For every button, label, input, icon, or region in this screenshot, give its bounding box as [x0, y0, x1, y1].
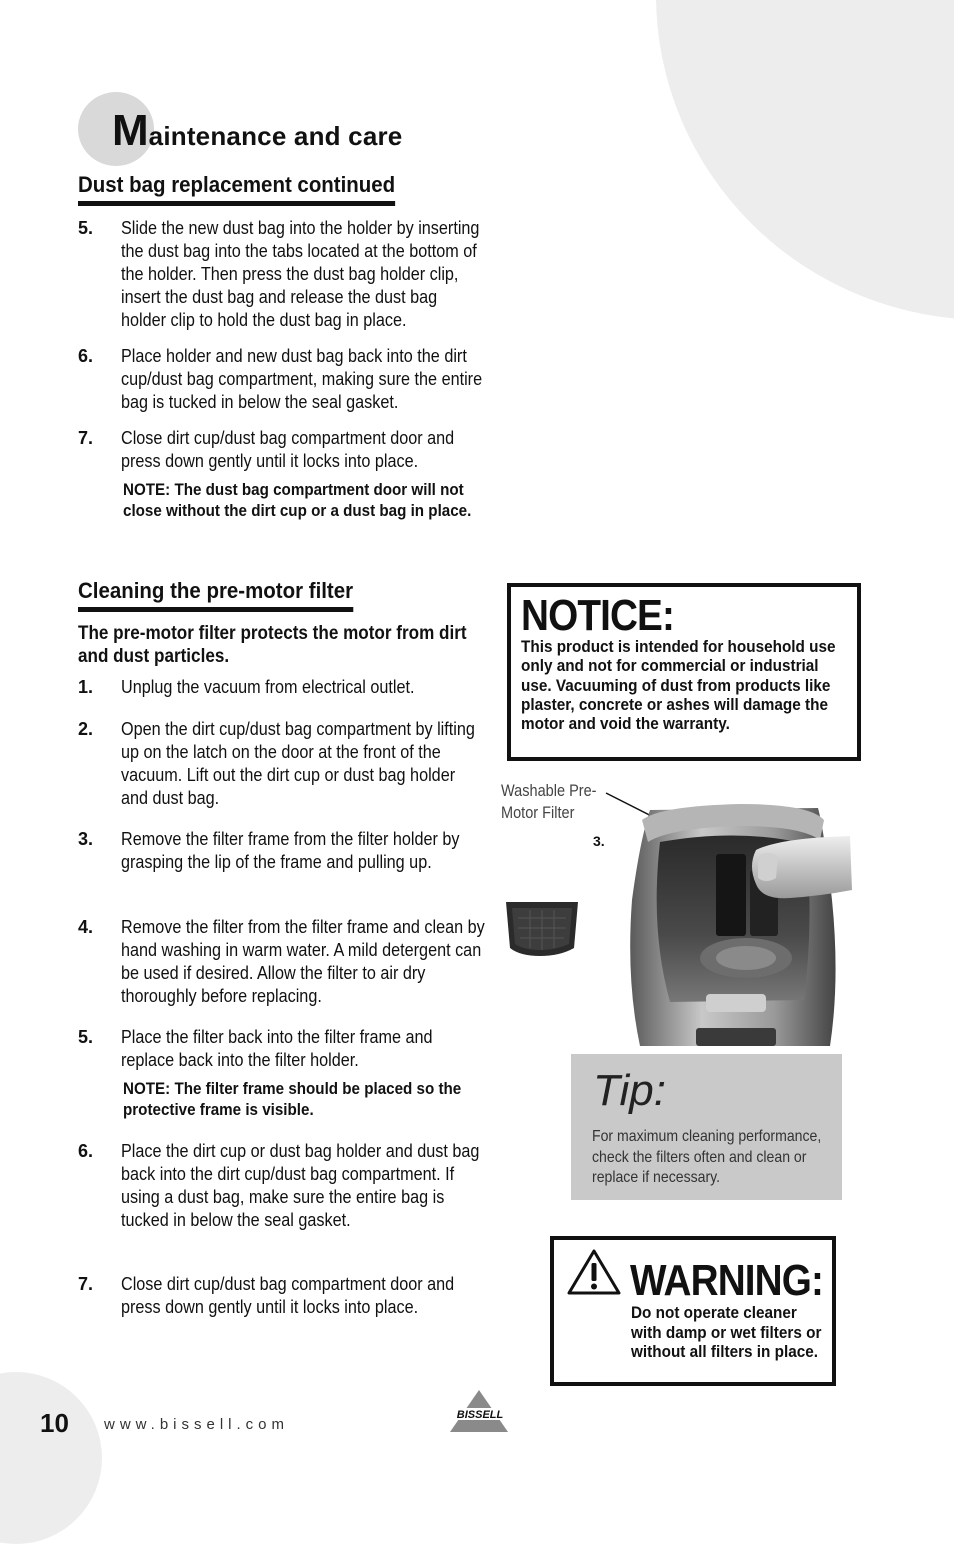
step-number: 2.	[78, 719, 94, 739]
step-text: Place holder and new dust bag back into the dirt cup/dust bag compartment, making sure the entire bag is tucked in below the seal gasket.	[121, 346, 483, 412]
warning-triangle-icon	[566, 1248, 622, 1296]
vacuum-filter-illustration	[500, 780, 860, 1050]
logo-wordmark: BISSELL	[456, 1409, 504, 1421]
filter-step-5	[78, 1026, 488, 1072]
warning-body: Do not operate cleaner with damp or wet filters or without all filters in place.	[631, 1303, 822, 1361]
filter-step-3	[78, 828, 488, 874]
step-text: Open the dirt cup/dust bag compartment by lifting up on the latch on the door at the front of the vacuum. Lift out the dirt cup or dust bag holder and dust bag.	[121, 719, 475, 808]
page-number-decoration	[0, 1372, 102, 1544]
step-number: 6.	[78, 1141, 94, 1161]
corner-decoration	[656, 0, 954, 320]
step-number: 7.	[78, 428, 94, 448]
tip-body: For maximum cleaning performance, check the filters often and clean or replace if necessary.	[592, 1128, 822, 1186]
figure-step-label: 3.	[593, 833, 605, 849]
caption-line-1: Washable Pre-	[501, 782, 597, 800]
title-rest: aintenance and care	[148, 121, 403, 151]
step-text: Close dirt cup/dust bag compartment door and press down gently until it locks into place.	[121, 428, 455, 471]
filter-step-4	[78, 916, 488, 1008]
step-text: Remove the filter from the filter frame and clean by hand washing in warm water. A mild detergent can be used if desired. Allow the filter to air dry thoroughly before replacing.	[121, 917, 485, 1006]
step-number: 5.	[78, 1027, 94, 1047]
filter-step-7	[78, 1273, 488, 1319]
step-number: 4.	[78, 917, 94, 937]
bissell-logo-icon	[446, 1388, 512, 1434]
filter-note: NOTE: The filter frame should be placed so the protective frame is visible.	[123, 1080, 462, 1119]
tip-box	[571, 1054, 842, 1200]
filter-step-2	[78, 718, 488, 810]
dust-bag-step-6	[78, 345, 488, 414]
page-number: 10	[40, 1408, 69, 1438]
notice-title: NOTICE:	[521, 591, 675, 640]
title-initial: M	[112, 106, 149, 155]
step-text: Slide the new dust bag into the holder by inserting the dust bag into the tabs located at the bottom of the holder. Then press the dust bag holder clip, insert the dust bag and release the dust bag holder clip to hold the dust bag in place.	[121, 218, 480, 330]
filter-step-6	[78, 1140, 488, 1232]
step-number: 1.	[78, 677, 94, 697]
filter-step-1	[78, 676, 488, 699]
filter-lead: The pre-motor filter protects the motor from dirt and dust particles.	[78, 623, 467, 667]
dust-bag-note: NOTE: The dust bag compartment door will not close without the dirt cup or a dust bag in place.	[123, 481, 472, 520]
caption-line-2: Motor Filter	[501, 804, 575, 822]
warning-title: WARNING:	[630, 1256, 823, 1305]
step-text: Remove the filter frame from the filter holder by grasping the lip of the frame and pulling up.	[121, 829, 460, 872]
dust-bag-step-5	[78, 217, 488, 332]
tip-title: Tip:	[593, 1066, 666, 1115]
page-title	[112, 106, 402, 156]
notice-body: This product is intended for household use only and not for commercial or industrial use. Vacuuming of dust from products like plaster, concrete or ashes will damage the motor and void the warranty.	[521, 637, 836, 734]
step-number: 5.	[78, 218, 94, 238]
dust-bag-step-7	[78, 427, 488, 473]
step-text: Place the dirt cup or dust bag holder and dust bag back into the dirt cup/dust bag compartment. If using a dust bag, make sure the entire bag is tucked in below the seal gasket.	[121, 1141, 480, 1230]
step-text: Close dirt cup/dust bag compartment door and press down gently until it locks into place.	[121, 1274, 455, 1317]
step-text: Unplug the vacuum from electrical outlet.	[121, 677, 415, 697]
notice-box	[507, 583, 861, 761]
warning-box	[550, 1236, 836, 1386]
step-text: Place the filter back into the filter frame and replace back into the filter holder.	[121, 1027, 433, 1070]
step-number: 7.	[78, 1274, 94, 1294]
step-number: 6.	[78, 346, 94, 366]
dust-bag-heading: Dust bag replacement continued	[78, 172, 395, 206]
filter-heading: Cleaning the pre-motor filter	[78, 578, 353, 612]
website-url: www.bissell.com	[104, 1416, 290, 1433]
step-number: 3.	[78, 829, 94, 849]
